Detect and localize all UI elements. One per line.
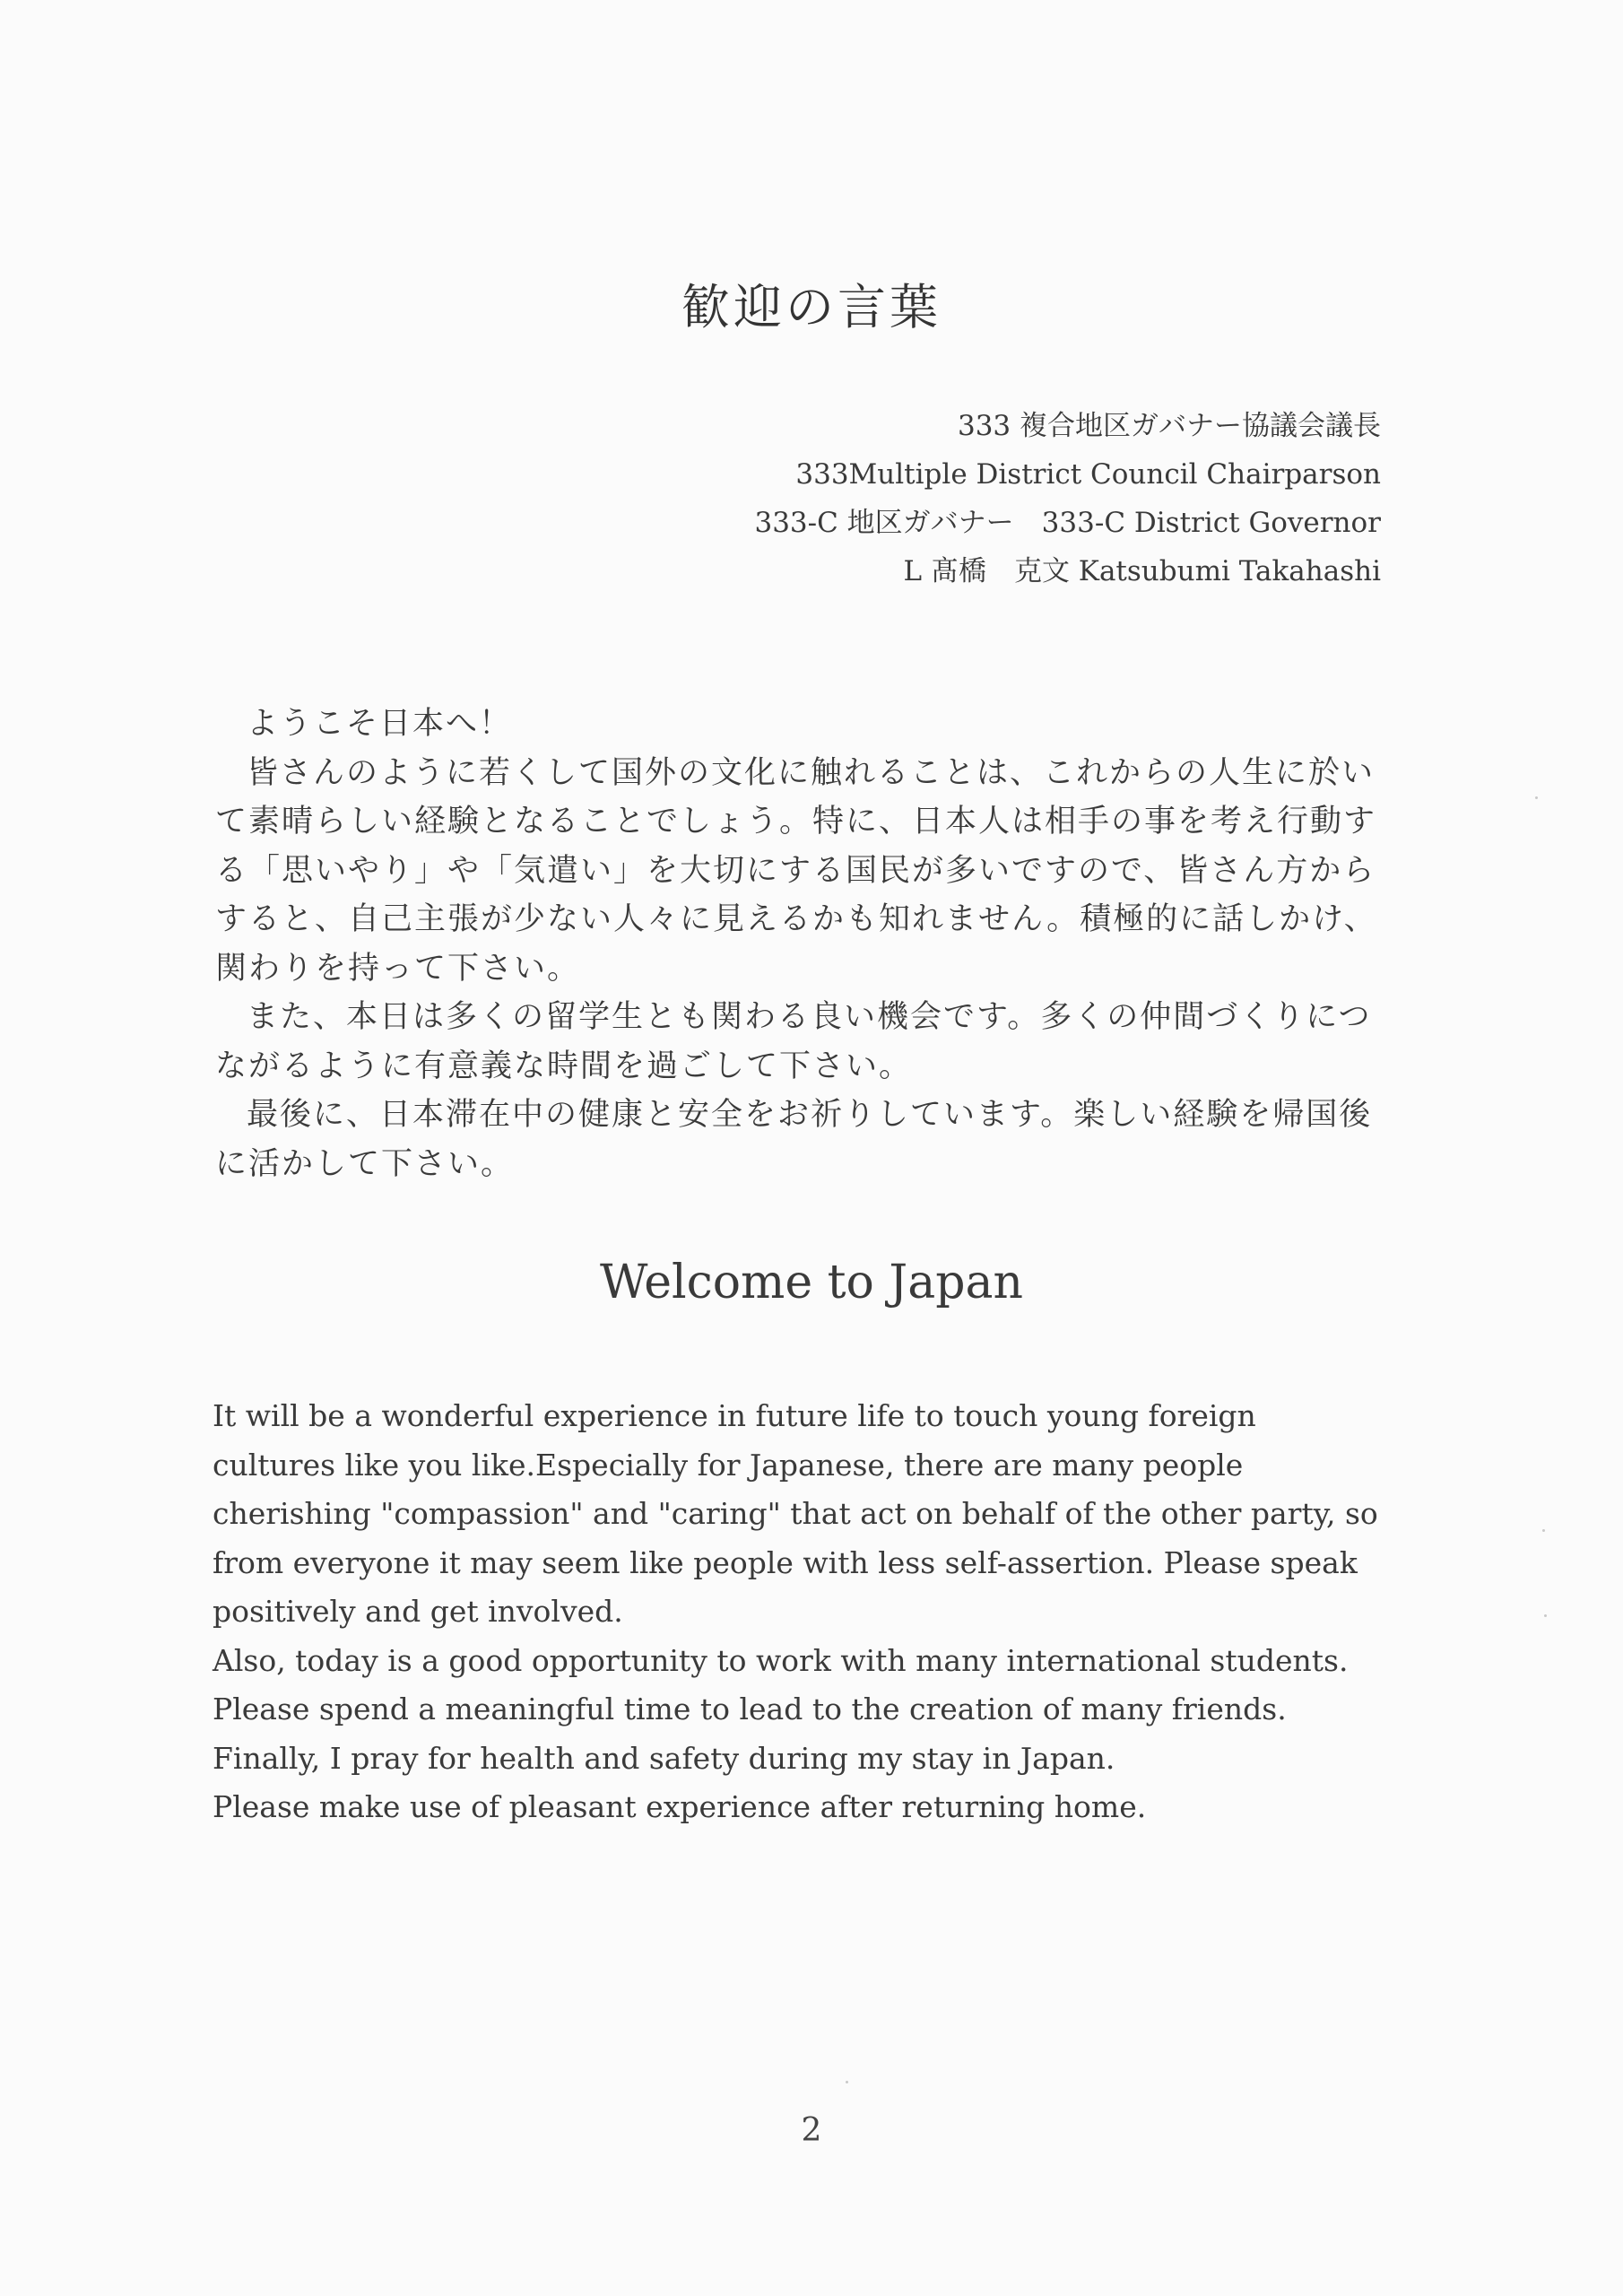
scan-speck — [846, 2081, 848, 2083]
english-title: Welcome to Japan — [599, 1256, 1023, 1309]
english-paragraph-opportunity: Also, today is a good opportunity to work with many international students. — [213, 1642, 1349, 1678]
japanese-paragraph-culture: 皆さんのように若くして国外の文化に触れることは、これからの人生に於いて素晴らしい経験となることでしょう。特に、日本人は相手の事を考え行動する「思いやり」や「気遣い」を大切にする国民が多いですので、皆さん方からすると、自己主張が少ない人々に見えるかも知れません。積極的に話しかけ、関わりを持って下さい。 — [215, 754, 1377, 987]
japanese-paragraph-opportunity: また、本日は多くの留学生とも関わる良い機会です。多くの仲間づくりにつながるように有意義な時間を過ごして下さい。 — [215, 999, 1372, 1084]
japanese-title: 歓迎の言葉 — [681, 279, 942, 335]
page-number: 2 — [801, 2112, 822, 2149]
english-paragraph-health: Finally, I pray for health and safety during my stay in Japan. — [213, 1740, 1115, 1776]
english-paragraph-friends: Please spend a meaningful time to lead to the creation of many friends. — [213, 1692, 1287, 1726]
signature-name: L 髙橋 克文 Katsubumi Takahashi — [903, 555, 1381, 587]
signature-district-governor: 333-C 地区ガバナー 333-C District Governor — [754, 507, 1381, 539]
signature-title-en: 333Multiple District Council Chairparson — [795, 458, 1381, 491]
english-paragraph-closing: Please make use of pleasant experience after returning home. — [213, 1789, 1147, 1824]
japanese-paragraph-closing: 最後に、日本滞在中の健康と安全をお祈りしています。楽しい経験を帰国後に活かして下さい。 — [215, 1097, 1373, 1182]
signature-title-ja: 333 複合地区ガバナー協議会議長 — [957, 410, 1381, 442]
english-body — [213, 1392, 1387, 1832]
scan-speck — [1542, 1529, 1545, 1532]
signature-block — [574, 402, 1381, 596]
japanese-body — [215, 700, 1381, 1188]
scan-speck — [1544, 1614, 1547, 1617]
scan-speck — [1535, 796, 1538, 799]
japanese-paragraph-greeting: ようこそ日本へ！ — [247, 706, 513, 742]
english-paragraph-culture: It will be a wonderful experience in future life to touch young foreign cultures like you like.Especially for Japanese, there are many people cherishing "compassion" and "caring" that act on behalf of the other party, so from everyone it may seem like people with less self-assertion. Please speak positively and get involved. — [213, 1398, 1378, 1629]
